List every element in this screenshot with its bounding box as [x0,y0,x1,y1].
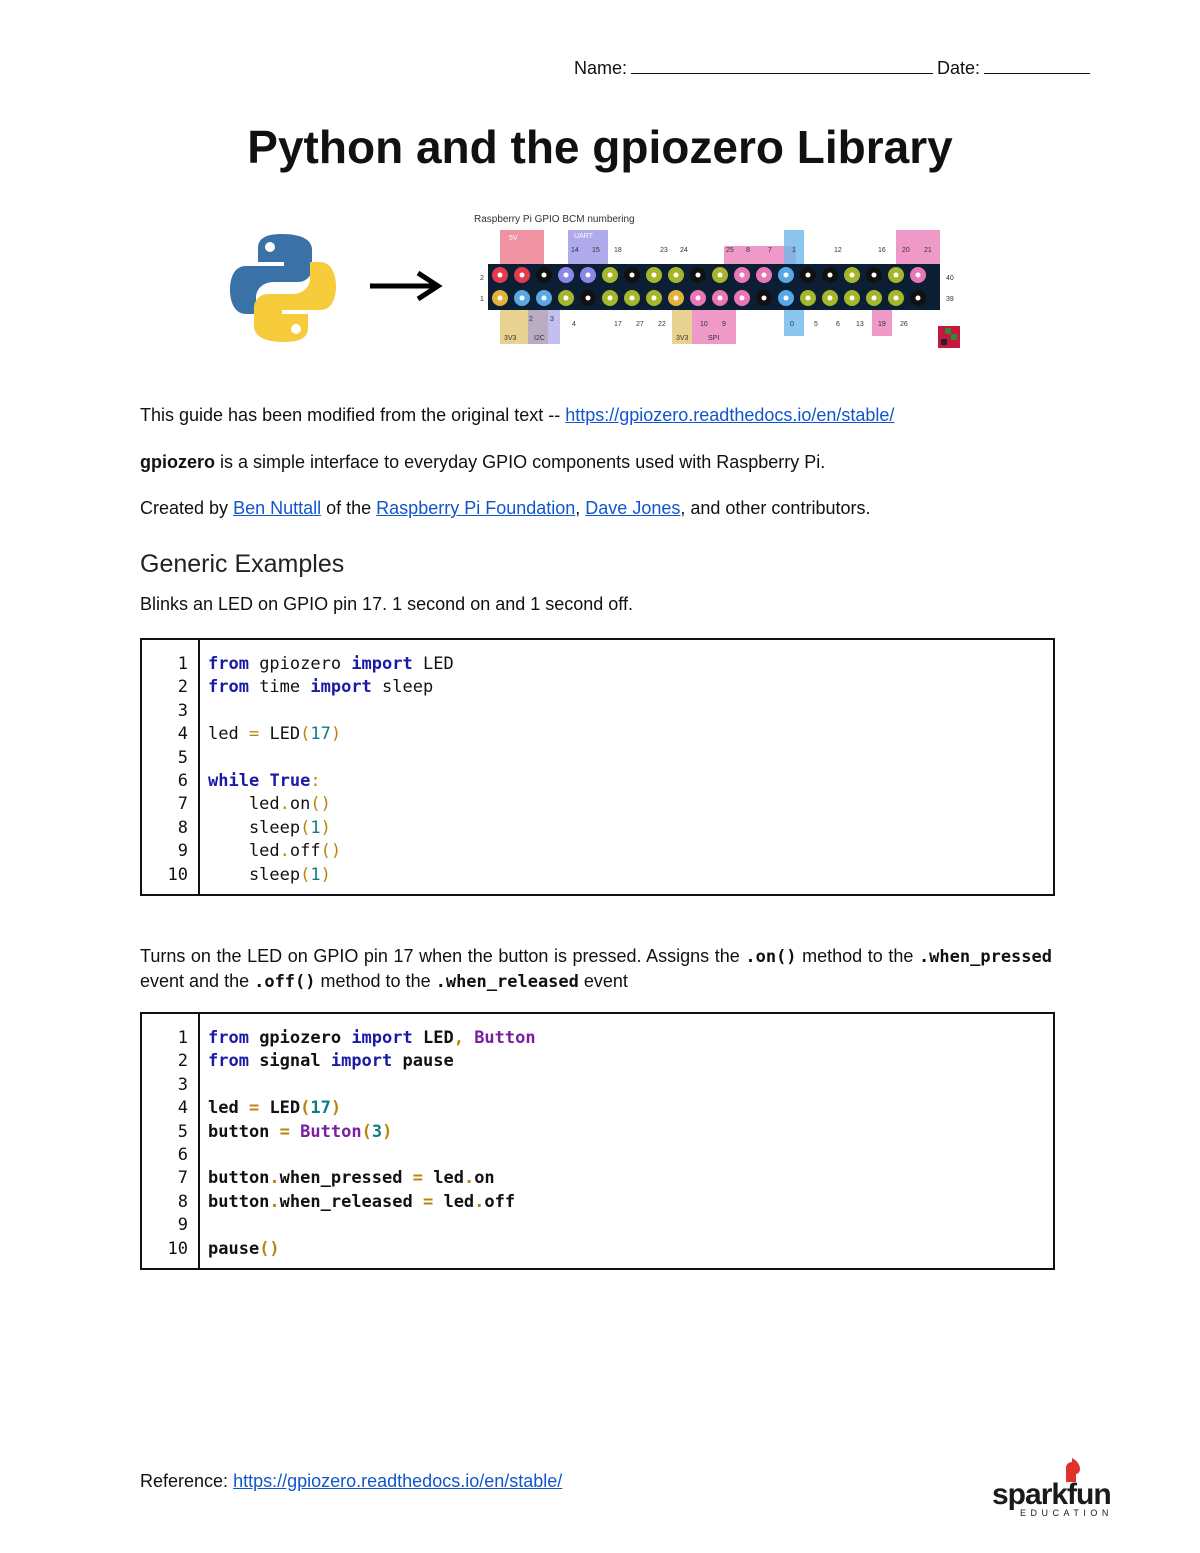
svg-text:17: 17 [614,321,622,328]
svg-text:6: 6 [836,321,840,328]
sparkfun-logo [992,1458,1112,1518]
gpio-pin-hole [586,273,591,278]
svg-text:13: 13 [856,321,864,328]
gpio-pin-hole [564,296,569,301]
gpio-pin-hole [586,296,591,301]
reference-line: Reference: https://gpiozero.readthedocs.io/en/stable/ [140,1471,563,1491]
code-line [208,747,454,770]
gpio-pin-hole [498,273,503,278]
svg-text:SPI: SPI [708,335,720,342]
code-line: sleep(1) [208,817,331,838]
code-line: led.on() [208,794,331,815]
gpio-pin-hole [806,273,811,278]
svg-text:15: 15 [592,247,600,254]
code-line: while True: [208,770,321,791]
svg-text:14: 14 [571,247,579,254]
svg-text:8: 8 [746,247,750,254]
svg-text:5V: 5V [509,235,518,242]
reference-link[interactable]: https://gpiozero.readthedocs.io/en/stable/ [233,1471,563,1491]
gpio-pin-hole [784,273,789,278]
gpio-pin-hole [740,296,745,301]
sparkfun-wordmark: sparkfun [992,1478,1111,1511]
gpio-pin-hole [696,273,701,278]
svg-text:16: 16 [878,247,886,254]
code-line [208,1214,536,1237]
hero-graphic [228,208,973,368]
name-date-line [574,58,1090,79]
gpio-pin-hole [828,296,833,301]
gpio-pin-hole [652,296,657,301]
gpio-pin-hole [630,296,635,301]
source-link[interactable]: https://gpiozero.readthedocs.io/en/stable/ [565,405,895,425]
code-line: from time import sleep [208,677,434,698]
svg-text:22: 22 [658,321,666,328]
svg-text:7: 7 [768,247,772,254]
code-line: from signal import pause [208,1051,454,1072]
code-line: led = LED(17) [208,1098,342,1119]
gpio-pin-hole [806,296,811,301]
code-line [208,1074,536,1097]
line-numbers: 1 2 3 4 5 6 7 8 9 10 [142,640,200,894]
date-label: Date: [937,58,981,78]
gpio-pin-hole [718,296,723,301]
page-title: Python and the gpiozero Library [247,121,953,173]
code-line: led = LED(17) [208,724,342,745]
intro-source: This guide has been modified from the original text -- https://gpiozero.readthedocs.io/en/stable/ [140,405,895,425]
gpio-pin-hole [872,296,877,301]
svg-text:19: 19 [878,321,886,328]
gpio-pin-hole [784,296,789,301]
code-block-blink[interactable] [140,638,1055,896]
gpio-pin-hole [674,273,679,278]
svg-text:39: 39 [946,296,954,303]
code-line [208,1144,536,1167]
sparkfun-education: EDUCATION [1020,1508,1113,1518]
gpio-pin-hole [520,296,525,301]
svg-text:4: 4 [572,321,576,328]
gpio-pin-hole [718,273,723,278]
code-line [208,700,454,723]
code-line: sleep(1) [208,864,331,885]
svg-text:1: 1 [792,247,796,254]
svg-text:3V3: 3V3 [676,335,689,342]
pinout-title: Raspberry Pi GPIO BCM numbering [474,214,635,225]
section-heading: Generic Examples [140,550,345,578]
gpio-pin-hole [850,296,855,301]
name-label: Name: [574,58,628,78]
svg-text:2: 2 [529,316,533,323]
name-blank[interactable] [631,58,933,74]
code-line: from gpiozero import LED, Button [208,1028,536,1048]
dave-jones-link[interactable]: Dave Jones [585,498,681,518]
gpio-pin-hole [850,273,855,278]
svg-text:26: 26 [900,321,908,328]
gpiozero-bold: gpiozero [140,452,215,472]
svg-text:12: 12 [834,247,842,254]
svg-text:9: 9 [722,321,726,328]
svg-text:1: 1 [480,296,484,303]
gpio-pin-hole [740,273,745,278]
gpio-pin-hole [674,296,679,301]
gpio-pin-hole [872,273,877,278]
gpio-pin-hole [498,296,503,301]
gpio-pin-hole [762,296,767,301]
code-line: pause() [208,1238,280,1259]
code-line: button.when_released = led.off [208,1191,516,1212]
svg-text:24: 24 [680,247,688,254]
svg-text:21: 21 [924,247,932,254]
svg-text:25: 25 [726,247,734,254]
raspberry-pi-foundation-link[interactable]: Raspberry Pi Foundation [376,498,576,518]
gpio-pin-hole [696,296,701,301]
code-line: button = Button(3) [208,1121,393,1142]
gpio-pin-hole [916,273,921,278]
code-line: led.off() [208,841,342,862]
gpio-pin-hole [564,273,569,278]
line-numbers: 1 2 3 4 5 6 7 8 9 10 [142,1014,200,1268]
gpio-pin-hole [542,296,547,301]
gpio-pin-hole [630,273,635,278]
svg-text:3: 3 [550,316,554,323]
svg-text:3V3: 3V3 [504,335,517,342]
svg-text:5: 5 [814,321,818,328]
gpio-pin-hole [894,296,899,301]
intro-credits: Created by Ben Nuttall of the Raspberry Pi Foundation, Dave Jones, and other contributors. [140,498,871,518]
code-line: from gpiozero import LED [208,654,454,674]
svg-text:27: 27 [636,321,644,328]
gpio-pin-hole [894,273,899,278]
svg-text:18: 18 [614,247,622,254]
svg-text:10: 10 [700,321,708,328]
svg-text:I2C: I2C [534,335,545,342]
raspberry-pi-mark-icon [938,326,960,348]
example2-description: Turns on the LED on GPIO pin 17 when the button is pressed. Assigns the .on() method to the .when_pressed event and the .off() method to the .when_released event [140,946,1052,992]
arrow-right-icon [368,270,444,302]
code-lines [200,640,454,894]
python-logo-icon [228,232,338,344]
svg-text:40: 40 [946,275,954,282]
code-block-button[interactable] [140,1012,1055,1270]
ben-nuttall-link[interactable]: Ben Nuttall [233,498,322,518]
gpio-pin-hole [652,273,657,278]
example1-description: Blinks an LED on GPIO pin 17. 1 second on and 1 second off. [140,594,633,614]
svg-text:20: 20 [902,247,910,254]
gpio-pin-hole [762,273,767,278]
code-lines [200,1014,536,1268]
gpio-pinout-diagram [472,208,972,368]
date-blank[interactable] [984,58,1090,74]
svg-text:0: 0 [790,321,794,328]
svg-text:UART: UART [574,233,593,240]
code-line: button.when_pressed = led.on [208,1168,495,1189]
gpio-pin-hole [520,273,525,278]
intro-description: gpiozero is a simple interface to everyday GPIO components used with Raspberry Pi. [140,452,826,472]
gpio-pin-hole [542,273,547,278]
gpio-pin-hole [916,296,921,301]
svg-text:23: 23 [660,247,668,254]
gpio-pin-hole [608,273,613,278]
svg-text:2: 2 [480,275,484,282]
gpio-pin-hole [828,273,833,278]
gpio-pin-hole [608,296,613,301]
